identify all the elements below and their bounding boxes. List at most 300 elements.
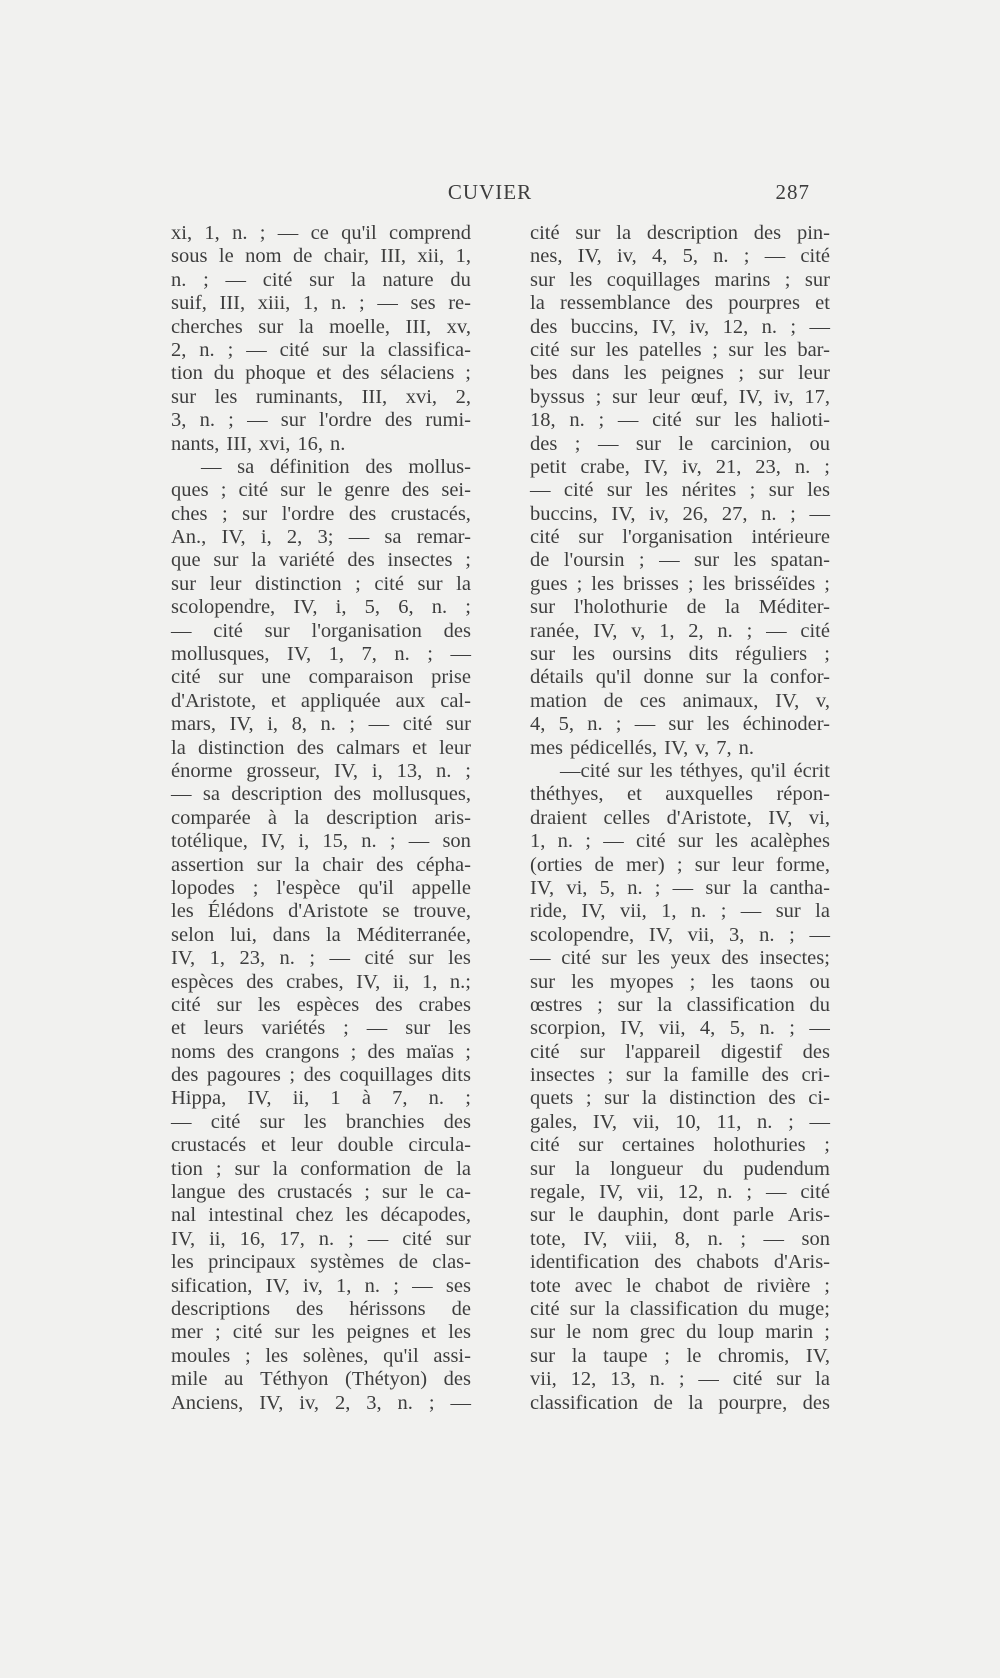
word: IV, (805, 1344, 830, 1367)
word: la (350, 268, 366, 291)
word: n. (171, 268, 187, 291)
word: ; (824, 455, 830, 478)
word: loup (717, 1321, 755, 1344)
text-line (171, 1392, 471, 1415)
word: — (412, 1274, 433, 1297)
word: classification (629, 1297, 738, 1320)
word: ; (309, 947, 316, 970)
text-line (171, 1298, 471, 1321)
text-line (530, 713, 830, 736)
text-line (171, 877, 471, 900)
word: — (809, 502, 830, 525)
word: myopes (609, 970, 674, 993)
word: sur (578, 526, 604, 549)
word: ; (214, 1321, 221, 1344)
word: sur (768, 479, 794, 502)
word: — (809, 315, 830, 338)
word: sur (216, 993, 242, 1016)
word: n. (717, 619, 733, 642)
word: des (367, 1040, 395, 1063)
word: des (171, 1064, 199, 1087)
word: n. (329, 432, 346, 455)
text-line (530, 503, 830, 526)
word: le (317, 479, 333, 502)
text-line (530, 994, 830, 1017)
word: ; (585, 830, 591, 853)
word: chair (322, 853, 364, 876)
word: pédicellés, (570, 736, 658, 759)
word: la (251, 549, 267, 572)
word: sur (530, 1344, 556, 1367)
word: le (419, 1181, 434, 1204)
word: n. (320, 713, 336, 736)
word: 7, (716, 736, 732, 759)
word: IV, (738, 385, 763, 408)
word: taons (750, 970, 794, 993)
text-line (530, 854, 830, 877)
word: vi, (808, 806, 830, 829)
word: 23, (239, 947, 266, 970)
word: cité (238, 479, 269, 502)
word: sur (322, 338, 348, 361)
word: sa (202, 783, 220, 806)
word: sur (570, 338, 596, 361)
word: 1, (209, 947, 225, 970)
text-line (530, 690, 830, 713)
word: les (569, 268, 593, 291)
word: sur (775, 900, 801, 923)
word: quets (530, 1087, 574, 1110)
word: 11, (716, 1110, 742, 1133)
word: 7, (392, 1087, 408, 1110)
word: distinction (197, 736, 285, 759)
word: 2, (171, 338, 187, 361)
word: parle (732, 1204, 774, 1227)
word: des (333, 783, 362, 806)
text-line (171, 1087, 471, 1110)
word: n. (361, 830, 377, 853)
word: IV, (664, 736, 689, 759)
word: dits (441, 1064, 471, 1087)
word: carcinion, (710, 432, 793, 455)
word: gales, (530, 1110, 578, 1133)
word: 4, (651, 245, 668, 268)
text-line (530, 1298, 830, 1321)
word: cité (530, 222, 560, 244)
word: trouve, (413, 900, 471, 923)
word: cité (402, 713, 433, 736)
word: assertion (171, 853, 244, 876)
text-line (530, 1181, 830, 1204)
word: ; (252, 876, 259, 899)
word: des (226, 1040, 255, 1063)
word: sur (530, 268, 556, 291)
word: Hippa, (171, 1087, 227, 1110)
word: ride, (530, 900, 567, 923)
word: des (347, 549, 375, 572)
text-line (171, 1017, 471, 1040)
word: intestinal (208, 1204, 284, 1227)
word: cité (636, 830, 666, 853)
word: sur (705, 666, 731, 689)
word: 5, (729, 1017, 746, 1040)
text-line (530, 971, 830, 994)
word: cité (213, 619, 243, 642)
word: ; (465, 1040, 471, 1063)
word: vii, (658, 1017, 686, 1040)
word: sur (617, 993, 643, 1016)
word: cité (279, 338, 310, 361)
text-line (530, 924, 830, 947)
word: leur (209, 572, 242, 595)
word: à (361, 1087, 371, 1110)
text-line (171, 737, 471, 760)
word: des (342, 362, 370, 385)
word: IV, (259, 1391, 284, 1414)
word: ; (824, 1321, 830, 1344)
text-line (171, 807, 471, 830)
word: — (530, 947, 551, 970)
word: 27, (721, 502, 748, 525)
word: brisses (623, 572, 679, 595)
word: la (743, 666, 758, 689)
word: la (688, 1391, 704, 1414)
word: iv, (681, 455, 702, 478)
word: et (271, 689, 286, 712)
word: sur (530, 596, 556, 619)
text-line (530, 245, 830, 268)
word: des (443, 1110, 471, 1133)
word: systèmes (310, 1251, 385, 1274)
word: genre (344, 479, 390, 502)
word: cité (402, 1227, 432, 1250)
word: les (605, 338, 629, 361)
text-line (530, 1275, 830, 1298)
word: ; (585, 1087, 592, 1110)
word: la (663, 1064, 679, 1087)
word: les (645, 479, 669, 502)
word: 1, (421, 970, 438, 993)
text-line (171, 1204, 471, 1227)
word: IV, (648, 923, 673, 946)
word: cherches (171, 315, 243, 338)
word: Méditerranée, (356, 923, 471, 946)
word: — (764, 245, 786, 268)
word: iv, (649, 502, 669, 525)
word: dont (682, 1204, 720, 1227)
word: ; (664, 1344, 670, 1367)
word: IV, (593, 619, 618, 642)
word: que (171, 549, 201, 572)
word: sur (234, 1157, 260, 1180)
word: sélaciens (380, 362, 455, 385)
word: des (802, 1040, 830, 1063)
word: d'Aristote, (666, 806, 752, 829)
text-line (530, 573, 830, 596)
word: crangons (265, 1040, 340, 1063)
word: —cité (560, 759, 611, 782)
word: de (451, 1297, 471, 1320)
word: coquillages (606, 268, 701, 291)
word: sur (776, 1368, 802, 1391)
word: acalèphes (750, 830, 830, 853)
text-line (530, 900, 830, 923)
text-line (530, 269, 830, 292)
text-line (530, 666, 830, 689)
word: sur (171, 385, 197, 408)
word: 12, (722, 315, 749, 338)
text-line (171, 760, 471, 783)
word: et (261, 1134, 276, 1157)
word: sur (417, 572, 443, 595)
word: sur (601, 947, 627, 970)
word: les (591, 572, 615, 595)
word: 3, (171, 409, 187, 432)
text-line (171, 1181, 471, 1204)
word: 1, (530, 830, 546, 853)
text-line (530, 222, 830, 245)
word: clas- (432, 1251, 471, 1274)
word: solènes, (302, 1344, 369, 1367)
word: scolopendre, (171, 596, 276, 619)
word: des (303, 1064, 331, 1087)
word: IV, (171, 1227, 196, 1250)
word: bes (530, 362, 558, 385)
word: classifica- (387, 338, 471, 361)
word: — (809, 923, 830, 946)
word: descriptions (171, 1297, 271, 1320)
word: et (171, 1017, 186, 1040)
word: IV, (583, 1227, 608, 1250)
word: oursins (612, 643, 672, 666)
word: les (571, 970, 594, 993)
text-line (171, 924, 471, 947)
text-line (171, 1321, 471, 1344)
word: III, (226, 432, 253, 455)
word: famille (690, 1064, 749, 1087)
word: n. (232, 222, 248, 244)
word: nants, (171, 432, 220, 455)
word: ; (228, 409, 234, 432)
word: la (616, 222, 632, 244)
text-line (530, 292, 830, 315)
word: vii, (619, 900, 647, 923)
word: pourpre, (718, 1391, 788, 1414)
word: — (763, 1227, 785, 1250)
word: leurs (203, 1017, 244, 1040)
word: regale, (530, 1181, 586, 1204)
word: distinction (669, 1087, 756, 1110)
word: des (376, 853, 404, 876)
word: 1, (659, 619, 675, 642)
word: ; (576, 572, 583, 595)
word: comparée (171, 806, 251, 829)
word: iv, (617, 245, 637, 268)
word: sur (694, 549, 720, 572)
word: les (702, 572, 726, 595)
word: cité (652, 409, 682, 432)
word: sur (530, 1204, 556, 1227)
word: leur (439, 736, 471, 759)
word: ; (259, 222, 266, 244)
word: classification (530, 1391, 639, 1414)
text-line (530, 1111, 830, 1134)
word: des (761, 1064, 789, 1087)
word: ; (789, 1017, 795, 1040)
word: des (401, 479, 430, 502)
word: 13, (610, 1368, 636, 1391)
word: cité (800, 619, 830, 642)
word: cité (561, 947, 591, 970)
text-line (530, 783, 830, 806)
word: sur (728, 338, 754, 361)
word: iv, (303, 1274, 323, 1297)
word: 2, (286, 526, 303, 549)
word: sur (280, 409, 306, 432)
word: sur (635, 432, 661, 455)
word: de (530, 549, 550, 572)
word: maïas (406, 1040, 454, 1063)
word: n.; (449, 970, 471, 993)
word: 2, (688, 619, 704, 642)
text-line (530, 807, 830, 830)
word: sur (694, 853, 720, 876)
word: confor- (770, 666, 830, 689)
word: des (654, 1251, 682, 1274)
word: n. (436, 759, 452, 782)
word: le (678, 432, 694, 455)
word: son (801, 1227, 830, 1250)
word: marins (714, 268, 771, 291)
word: — (171, 619, 192, 642)
word: sur (408, 947, 434, 970)
text-line (171, 362, 471, 385)
word: sur (382, 1181, 408, 1204)
word: l'organisation (311, 619, 422, 642)
word: 1 (330, 1087, 341, 1110)
word: des (384, 409, 413, 432)
word: n. (759, 1017, 775, 1040)
word: ; (824, 1274, 830, 1297)
word: sur (280, 479, 306, 502)
word: 1, (336, 1274, 352, 1297)
word: leur (648, 385, 680, 408)
word: ; (738, 362, 745, 385)
word: certaines (621, 1134, 695, 1157)
word: aux (395, 689, 426, 712)
word: ; (784, 268, 791, 291)
word: ca- (445, 1181, 471, 1204)
word: qu'il (341, 222, 377, 244)
text-line (171, 386, 471, 409)
word: d'Aris- (773, 1251, 830, 1274)
word: les (715, 830, 738, 853)
word: qu'il (750, 759, 787, 782)
word: marin (765, 1321, 814, 1344)
word: ci- (808, 1087, 830, 1110)
text-line (171, 690, 471, 713)
word: de (723, 1274, 743, 1297)
word: les (448, 1017, 471, 1040)
text-line (171, 1134, 471, 1157)
word: description (326, 806, 418, 829)
text-line (171, 526, 471, 549)
word: le (626, 1274, 641, 1297)
word: peignes (661, 362, 724, 385)
word: l'holothurie (574, 596, 668, 619)
text-line (530, 386, 830, 409)
word: aris- (434, 806, 471, 829)
word: ses (445, 1274, 471, 1297)
word: — (809, 1110, 830, 1133)
word: ; (203, 268, 209, 291)
word: n. (279, 947, 295, 970)
word: sification, (171, 1274, 253, 1297)
word: 10, (675, 1110, 701, 1133)
word: nom (592, 1321, 629, 1344)
word: noms (171, 1040, 216, 1063)
word: cal- (440, 689, 471, 712)
word: les (171, 900, 194, 923)
word: ; (343, 1017, 349, 1040)
word: An., (171, 526, 207, 549)
word: les (311, 1321, 335, 1344)
word: ; (244, 1344, 251, 1367)
word: IV, (221, 526, 246, 549)
text-line (171, 1275, 471, 1298)
word: hérissons (349, 1297, 426, 1320)
word: 2, (455, 385, 471, 408)
word: la (360, 338, 375, 361)
word: les (572, 643, 596, 666)
word: n. (587, 713, 603, 736)
text-line (171, 292, 471, 315)
word: une (261, 666, 291, 689)
word: le (686, 1344, 702, 1367)
word: sur (256, 853, 282, 876)
word: de (653, 1391, 673, 1414)
word: taupe (603, 1344, 648, 1367)
text-line (171, 994, 471, 1017)
word: la (742, 876, 758, 899)
word: — (617, 409, 639, 432)
word: mation (530, 689, 587, 712)
word: cité (262, 268, 293, 291)
word: la (657, 993, 672, 1016)
text-line (171, 1368, 471, 1391)
word: de (686, 596, 706, 619)
word: 2, (334, 1391, 351, 1414)
word: — (672, 876, 694, 899)
word: les (214, 385, 238, 408)
word: ; (348, 1227, 354, 1250)
right-column (530, 222, 830, 1415)
text-line (530, 1251, 830, 1274)
word: coquillages (339, 1064, 433, 1087)
text-line (171, 1041, 471, 1064)
text-line (530, 339, 830, 362)
text-line (530, 1368, 830, 1391)
text-line (171, 971, 471, 994)
text-line (530, 362, 830, 385)
word: IV, (577, 245, 602, 268)
word: les (303, 1110, 327, 1133)
word: ; (465, 1087, 471, 1110)
word: IV, (229, 713, 254, 736)
word: buccins, (530, 502, 598, 525)
word: 26, (682, 502, 709, 525)
word: byssus (530, 385, 585, 408)
